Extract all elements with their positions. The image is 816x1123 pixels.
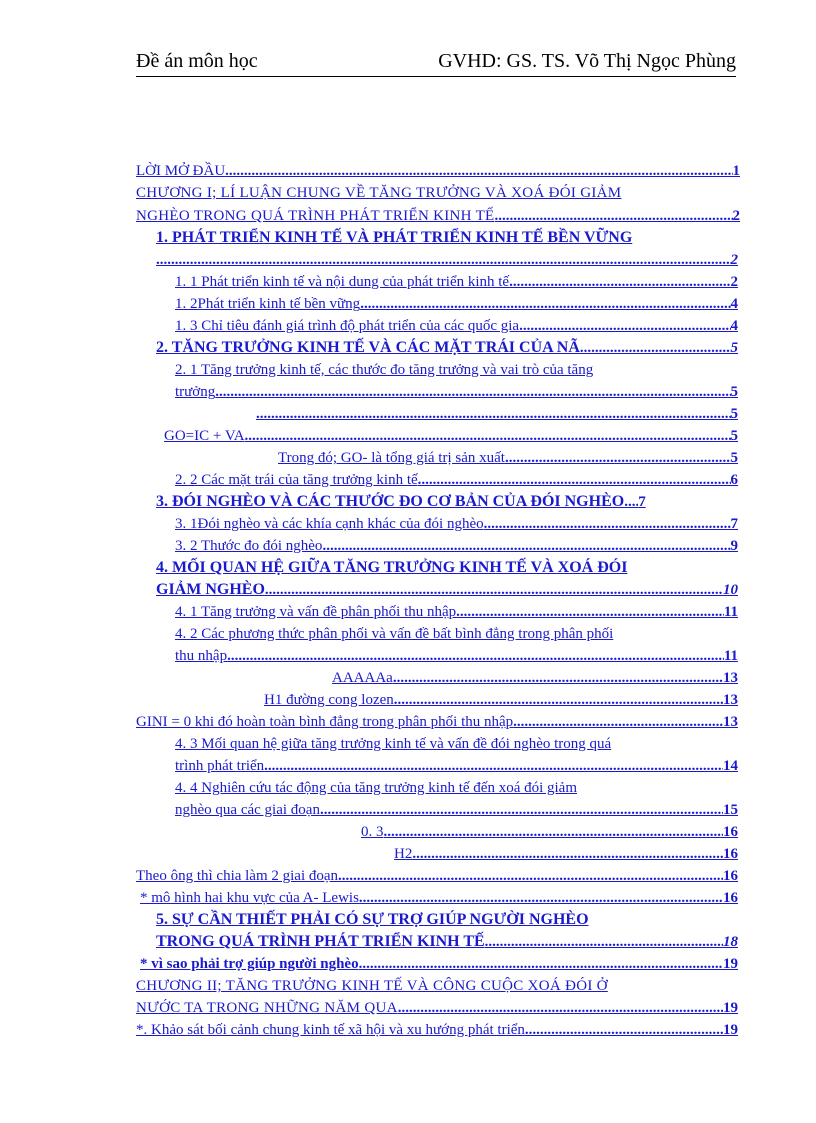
toc-entry[interactable]: TRONG QUÁ TRÌNH PHÁT TRIỂN KINH TẾ ..... 18 — [156, 931, 738, 953]
toc-entry[interactable]: 2. 2 Các mặt trái của tăng trưởng kinh tế ..... 6 — [175, 469, 738, 491]
toc-entry[interactable]: trình phát triển ..... 14 — [175, 755, 738, 777]
toc-entry[interactable]: CHƯƠNG I; LÍ LUẬN CHUNG VỀ TĂNG TRƯỞNG VÀ XOÁ ĐÓI GIẢM — [136, 185, 622, 201]
toc-entry[interactable]: trưởng ..... 5 — [175, 381, 738, 403]
header-instructor: GVHD: GS. TS. Võ Thị Ngọc Phùng — [438, 50, 736, 72]
toc-entry[interactable]: 1. PHÁT TRIỂN KINH TẾ VÀ PHÁT TRIỂN KINH TẾ BỀN VỮNG — [156, 229, 633, 246]
toc-entry[interactable]: 4. 4 Nghiên cứu tác động của tăng trưởng kinh tế đến xoá đói giảm — [175, 780, 578, 796]
toc-entry[interactable]: Theo ông thì chia làm 2 giai đoạn ..... 16 — [136, 865, 738, 887]
toc-entry[interactable]: NƯỚC TA TRONG NHỮNG NĂM QUA ..... 19 — [136, 997, 738, 1019]
toc-entry[interactable]: ..... 2 — [156, 249, 738, 271]
toc-entry[interactable]: 2. 1 Tăng trưởng kinh tế, các thước đo tăng trưởng và vai trò của tăng — [175, 362, 594, 378]
toc-entry[interactable]: ..... 5 — [136, 403, 738, 425]
toc-entry[interactable]: * vì sao phải trợ giúp người nghèo ..... 19 — [136, 953, 738, 975]
toc-entry[interactable]: 4. 3 Mối quan hệ giữa tăng trưởng kinh tế và vấn đề đói nghèo trong quá — [175, 736, 612, 752]
toc-entry[interactable]: 3. ĐÓI NGHÈO VÀ CÁC THƯỚC ĐO CƠ BẢN CỦA ĐÓI NGHÈO ..... 7 — [156, 491, 738, 513]
header-course-title: Đề án môn học — [136, 50, 258, 72]
toc-entry[interactable]: GIẢM NGHÈO ..... 10 — [156, 579, 738, 601]
toc-entry[interactable]: LỜI MỞ ĐẦU ..... 1 — [136, 160, 740, 182]
toc-entry[interactable]: 4. MỐI QUAN HỆ GIỮA TĂNG TRƯỞNG KINH TẾ VÀ XOÁ ĐÓI — [156, 559, 628, 576]
toc-entry[interactable]: 3. 1Đói nghèo và các khía cạnh khác của đói nghèo ..... 7 — [175, 513, 738, 535]
toc-entry[interactable]: 1. 2Phát triển kinh tế bền vững ..... 4 — [175, 293, 738, 315]
toc-entry[interactable]: * mô hình hai khu vực của A- Lewis ..... 16 — [136, 887, 738, 909]
toc-entry[interactable]: 1. 3 Chỉ tiêu đánh giá trình độ phát triển của các quốc gia ..... 4 — [175, 315, 738, 337]
toc-entry[interactable]: 3. 2 Thước đo đói nghèo ..... 9 — [175, 535, 738, 557]
toc-entry[interactable]: GO=IC + VA ..... 5 — [136, 425, 738, 447]
toc-entry[interactable]: 4. 1 Tăng trưởng và vấn đề phân phối thu nhập ..... 11 — [175, 601, 738, 623]
toc-entry[interactable]: 4. 2 Các phương thức phân phối và vấn đề bất bình đẳng trong phân phối — [175, 626, 614, 642]
toc-entry[interactable]: Trong đó; GO- là tổng giá trị sản xuất ..... 5 — [136, 447, 738, 469]
toc-entry[interactable]: 1. 1 Phát triển kinh tế và nội dung của phát triển kinh tế ..... 2 — [175, 271, 738, 293]
toc-entry[interactable]: thu nhập ..... 11 — [175, 645, 738, 667]
toc-entry[interactable]: GINI = 0 khi đó hoàn toàn bình đẳng trong phân phối thu nhập ..... 13 — [136, 711, 738, 733]
toc-entry[interactable]: CHƯƠNG II; TĂNG TRƯỞNG KINH TẾ VÀ CÔNG CUỘC XOÁ ĐÓI Ở — [136, 978, 608, 994]
toc-entry[interactable]: *. Khảo sát bối cảnh chung kinh tế xã hội và xu hướng phát triển ..... 19 — [136, 1019, 738, 1041]
toc-entry[interactable]: nghèo qua các giai đoạn ..... 15 — [175, 799, 738, 821]
toc-entry[interactable]: AAAAAa ..... 13 — [136, 667, 738, 689]
toc-entry[interactable]: H2 ..... 16 — [136, 843, 738, 865]
toc-entry[interactable]: 2. TĂNG TRƯỞNG KINH TẾ VÀ CÁC MẶT TRÁI CỦA NÃ ..... 5 — [156, 337, 738, 359]
toc-entry[interactable]: NGHÈO TRONG QUÁ TRÌNH PHÁT TRIỂN KINH TẾ ..... 2 — [136, 205, 740, 227]
toc-entry[interactable]: H1 đường cong lozen ..... 13 — [136, 689, 738, 711]
toc-entry[interactable]: 5. SỰ CẦN THIẾT PHẢI CÓ SỰ TRỢ GIÚP NGƯỜI NGHÈO — [156, 911, 589, 928]
toc-entry[interactable]: 0. 3 ..... 16 — [136, 821, 738, 843]
